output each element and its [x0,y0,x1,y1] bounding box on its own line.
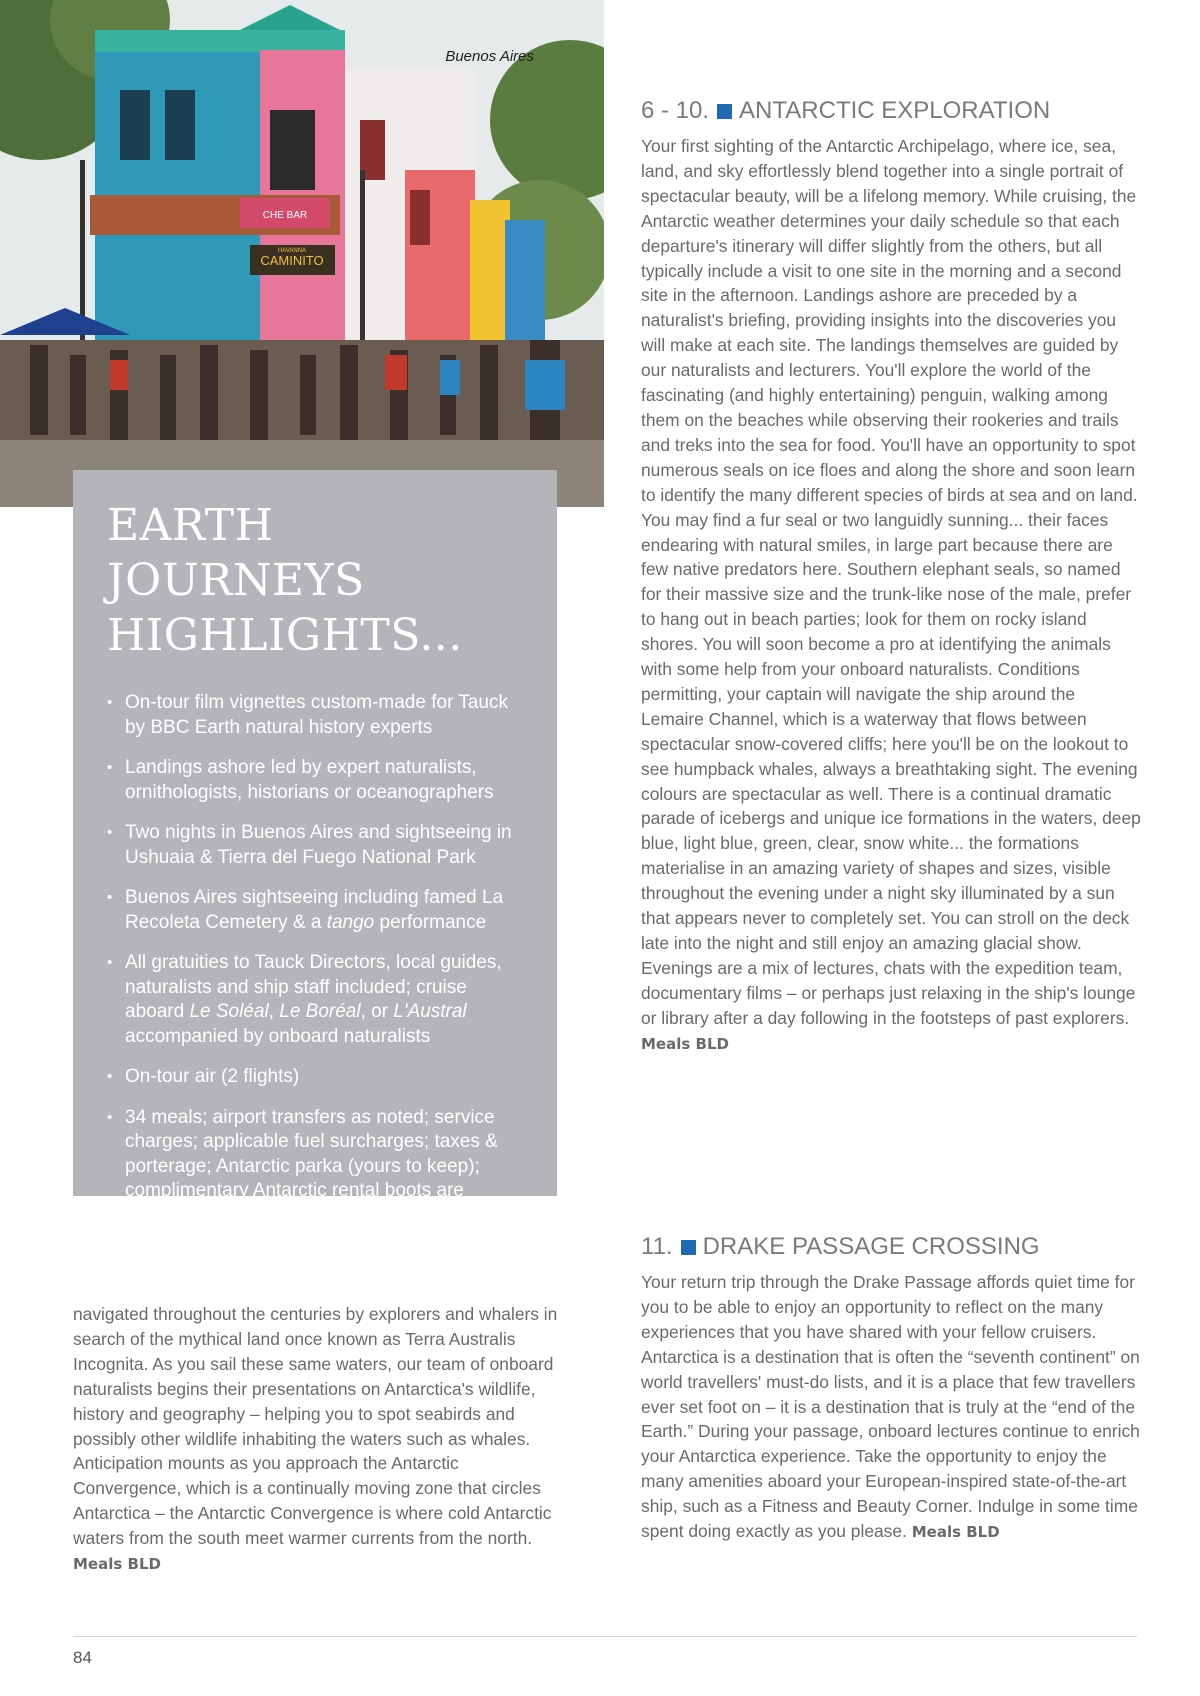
section-title: DRAKE PASSAGE CROSSING [702,1233,1040,1260]
highlight-text: , or [360,1001,394,1022]
highlight-text: All gratuities to Tauck Directors, local guides, naturalists and ship staff included; cruise aboard [125,952,502,1022]
meals-label: Meals BLD [641,1034,729,1053]
ship-name: L'Austral [393,1001,467,1022]
footer-divider [73,1636,1137,1637]
highlights-title: EARTH JOURNEYS HIGHLIGHTS... [107,500,463,661]
left-column-paragraph [73,1302,563,1577]
highlight-text: Buenos Aires sightseeing including famed La Recoleta Cemetery & a [125,887,504,933]
ship-name: Le Boréal [279,1001,361,1022]
highlight-item: • Landings ashore led by expert naturalists, ornithologists, historians or oceanographers [107,756,521,805]
section-heading [641,96,1141,126]
photo-caption: Buenos Aires [445,48,534,65]
page-number: 84 [73,1648,92,1667]
square-bullet-icon [717,104,732,119]
la-boca-street-illustration [0,0,604,507]
highlight-item: • 34 meals; airport transfers as noted; service charges; applicable fuel surcharges; taxes & porterage; Antarctic parka (yours to keep); complimentary Antarctic rental boots are included [107,1106,521,1229]
ship-name: Le Soléal [189,1001,269,1022]
left-column [73,1302,563,1577]
highlight-item [107,886,521,935]
paragraph-text: Your first sighting of the Antarctic Archipelago, where ice, sea, land, and sky effortlessly blend together into a single portrait of spectacular beauty, will be a lifelong memory. While cruising, the Antarctic weather determines your daily schedule so that each departure's itinerary will differ slightly from the others, but all typically include a visit to one site in the morning and a second site in the afternoon. Landings ashore are preceded by a naturalist's briefing, providing insights into the discoveries you will make at each site. The landings themselves are guided by our naturalists and lecturers. You'll explore the world of the fascinating (and highly entertaining) penguin, walking among them on the beaches while observing their rookeries and trails and treks into the sea for food. You'll have an opportunity to spot numerous seals on ice floes and along the shore and soon learn to identify the many different species of birds at sea and on land. You may find a fur seal or two languidly sunning... their faces endearing with natural smiles, in large part because there are few native predators here. Southern elephant seals, so named for their massive size and the trunk-like nose of the male, prefer to hang out in beach parties; look for them on rocky island shores. You will soon become a pro at identifying the animals with some help from your onboard naturalists. Conditions permitting, your captain will navigate the ship around the Lemaire Channel, which is a waterway that flows between spectacular snow-covered cliffs; here you'll be on the lookout to see humpback whales, always a breathtaking sight. The evening colours are spectacular as well. There is a continual dramatic parade of icebergs and unique ice formations in the waters, deep blue, light blue, green, clear, snow white... the formations materialise in an amazing variety of shapes and sizes, visible throughout the evening under a night sky illuminated by a sun that appears never to completely set. You can stroll on the deck late into the night and still enjoy an amazing glacial show. Evenings are a mix of lectures, chats with the expedition team, documentary films – or perhaps just relaxing in the ship's lounge or library after a day following in the footsteps of past explorers. [641,136,1141,1028]
highlight-item: • On-tour air (2 flights) [107,1065,521,1090]
section-days: 11. [641,1233,673,1260]
antarctic-exploration-section [641,96,1141,1057]
section-days: 6 - 10. [641,97,710,124]
drake-passage-section [641,1232,1141,1545]
buenos-aires-photo [0,0,604,507]
section-title: ANTARCTIC EXPLORATION [739,97,1051,124]
section-heading [641,1232,1141,1262]
sign-havanna: HAVANNA [277,248,307,254]
sign-che-bar: CHE BAR [262,210,308,221]
highlights-list [107,691,521,1228]
meals-label: Meals BLD [73,1555,161,1574]
paragraph-text: Your return trip through the Drake Passage affords quiet time for you to be able to enjoy an opportunity to reflect on the many experiences that you have shared with your fellow cruisers. Antarctica is a destination that is often the “seventh continent” on world travellers' must-do lists, and it is a place that few travellers ever set foot on – it is a destination that is truly at the “end of the Earth.” During your passage, onboard lectures continue to enrich your Antarctica experience. Take the opportunity to enjoy the many amenities aboard your European-inspired state-of-the-art ship, such as a Fitness and Beauty Corner. Indulge in some time spent doing exactly as you please. [641,1272,1140,1542]
highlight-item: • On-tour film vignettes custom-made for Tauck by BBC Earth natural history experts [107,691,521,740]
highlight-text: performance [374,911,487,933]
sign-caminito: CAMINITO [260,253,324,268]
square-bullet-icon [681,1240,696,1255]
highlight-italic: tango [326,911,375,933]
section-paragraph [641,134,1141,1057]
highlights-panel [73,470,557,1226]
paragraph-text: navigated throughout the centuries by explorers and whalers in search of the mythical land once known as Terra Australis Incognita. As you sail these same waters, our team of onboard naturalists begins their presentations on Antarctica's wildlife, history and geography – helping you to spot seabirds and possibly other wildlife inhabiting the waters such as whales. Anticipation mounts as you approach the Antarctic Convergence, which is a continually moving zone that circles Antarctica – the Antarctic Convergence is where cold Antarctic waters from the south meet warmer currents from the north. [73,1304,558,1549]
highlight-item [107,951,521,1049]
section-paragraph [641,1270,1141,1545]
highlight-text: , [268,1001,280,1022]
meals-label: Meals BLD [911,1523,1000,1542]
highlight-text: accompanied by onboard naturalists [125,1025,431,1047]
highlight-item: • Two nights in Buenos Aires and sightseeing in Ushuaia & Tierra del Fuego National Park [107,821,521,870]
